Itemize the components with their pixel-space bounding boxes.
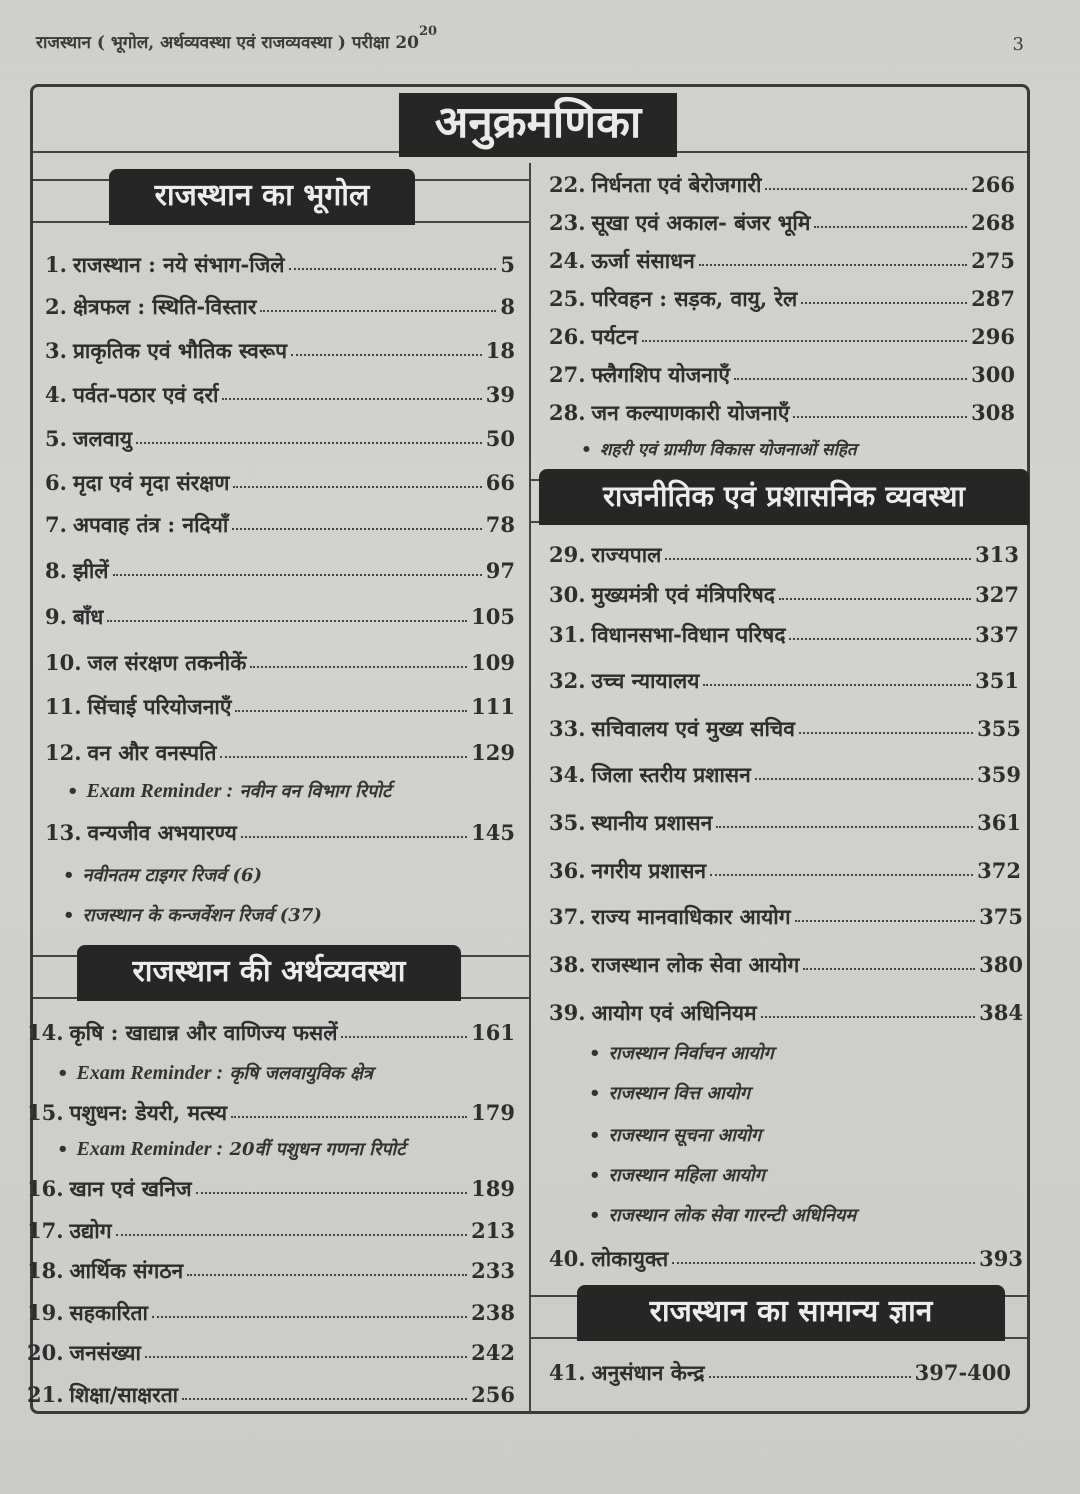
dot-leader: [113, 574, 482, 576]
toc-entry[interactable]: [549, 809, 1021, 837]
dot-leader: [734, 378, 967, 380]
entry-number: 27.: [549, 362, 586, 387]
toc-entry[interactable]: [45, 557, 515, 585]
toc-entry[interactable]: [45, 739, 515, 767]
entry-page: 145: [471, 820, 515, 845]
entry-page: 105: [471, 604, 515, 629]
entry-label: पर्वत-पठार एवं दर्रा: [72, 382, 219, 407]
entry-label: मृदा एवं मृदा संरक्षण: [72, 470, 230, 495]
entry-page: 393: [979, 1246, 1023, 1271]
entry-page: 242: [471, 1340, 515, 1365]
dot-leader: [289, 268, 497, 270]
toc-entry[interactable]: [549, 323, 1015, 351]
bullet-icon: •: [67, 781, 79, 802]
dot-leader: [801, 302, 967, 304]
entry-number: 32.: [549, 668, 586, 693]
dot-leader: [241, 836, 467, 838]
toc-entry[interactable]: [549, 999, 1023, 1027]
entry-label: सूखा एवं अकाल- बंजर भूमि: [591, 210, 811, 235]
entry-number: 4.: [45, 382, 67, 407]
toc-entry[interactable]: [27, 1339, 515, 1367]
entry-label: बाँध: [72, 604, 104, 629]
entry-number: 35.: [549, 810, 586, 835]
dot-leader: [795, 920, 976, 922]
sub-entry-text: शहरी एवं ग्रामीण विकास योजनाओं सहित: [599, 440, 857, 460]
section-header-gk: [531, 1285, 1027, 1341]
toc-entry[interactable]: [45, 381, 515, 409]
entry-number: 19.: [27, 1300, 64, 1325]
toc-entry[interactable]: [45, 693, 515, 721]
bullet-icon: •: [57, 1139, 69, 1160]
entry-number: 18.: [27, 1258, 64, 1283]
entry-number: 25.: [549, 286, 586, 311]
entry-label: उच्च न्यायालय: [591, 668, 700, 693]
entry-number: 33.: [549, 716, 586, 741]
entry-label: जलवायु: [72, 426, 133, 451]
entry-number: 12.: [45, 740, 82, 765]
toc-entry[interactable]: [549, 209, 1015, 237]
entry-number: 31.: [549, 622, 586, 647]
entry-label: पर्यटन: [591, 324, 638, 349]
bullet-icon: •: [589, 1043, 601, 1064]
entry-page: 296: [971, 324, 1015, 349]
entry-page: 66: [485, 470, 515, 495]
toc-entry[interactable]: [45, 603, 515, 631]
entry-number: 34.: [549, 762, 586, 787]
title-band: [33, 87, 1027, 163]
entry-page: 355: [977, 716, 1021, 741]
toc-entry[interactable]: [549, 1245, 1023, 1273]
entry-page: 275: [971, 248, 1015, 273]
dot-leader: [152, 1316, 467, 1318]
dot-leader: [231, 1116, 467, 1118]
sub-entry: [581, 437, 857, 460]
dot-leader: [260, 310, 496, 312]
toc-entry[interactable]: [45, 649, 515, 677]
section-header-polity: [531, 469, 1027, 525]
toc-entry[interactable]: [549, 857, 1021, 885]
entry-page: 308: [971, 400, 1015, 425]
entry-page: 8: [500, 294, 515, 319]
entry-number: 26.: [549, 324, 586, 349]
entry-label: वन और वनस्पति: [87, 740, 217, 765]
dot-leader: [716, 826, 973, 828]
bullet-icon: •: [589, 1165, 601, 1186]
toc-entry[interactable]: [549, 1359, 1011, 1387]
entry-label: निर्धनता एवं बेरोजगारी: [591, 172, 762, 197]
toc-entry[interactable]: [27, 1217, 515, 1245]
entry-label: अनुसंधान केन्द्र: [591, 1360, 705, 1385]
bullet-icon: •: [589, 1205, 601, 1226]
toc-entry[interactable]: [45, 511, 515, 539]
entry-number: 22.: [549, 172, 586, 197]
toc-entry[interactable]: [549, 247, 1015, 275]
sub-entry-text: राजस्थान निर्वाचन आयोग: [608, 1043, 774, 1064]
sub-entry: [57, 1061, 373, 1085]
entry-page: 380: [979, 952, 1023, 977]
toc-entry[interactable]: [27, 1099, 515, 1127]
entry-label: राजस्थान : नये संभाग-जिले: [72, 252, 285, 277]
exam-reminder-label: Exam Reminder :: [76, 1062, 224, 1084]
toc-entry[interactable]: [45, 425, 515, 453]
entry-number: 23.: [549, 210, 586, 235]
sub-entry: [589, 1081, 750, 1105]
left-column: [27, 163, 529, 1411]
right-column: [531, 163, 1027, 1411]
entry-number: 38.: [549, 952, 586, 977]
sub-entry: [589, 1123, 761, 1147]
entry-number: 16.: [27, 1176, 64, 1201]
entry-label: जनसंख्या: [69, 1340, 141, 1365]
dot-leader: [672, 1262, 975, 1264]
entry-page: 359: [977, 762, 1021, 787]
toc-entry[interactable]: [549, 171, 1015, 199]
entry-label: परिवहन : सड़क, वायु, रेल: [591, 286, 798, 311]
sub-entry: [63, 903, 322, 927]
toc-entry[interactable]: [549, 285, 1015, 313]
toc-entry[interactable]: [45, 293, 515, 321]
sub-entry-text: नवीनतम टाइगर रिजर्व (6): [82, 865, 263, 886]
entry-label: क्षेत्रफल : स्थिति-विस्तार: [72, 294, 257, 319]
entry-number: 30.: [549, 582, 586, 607]
entry-page: 129: [471, 740, 515, 765]
entry-label: लोकायुक्त: [591, 1246, 669, 1271]
entry-page: 97: [485, 558, 515, 583]
bullet-icon: •: [589, 1125, 601, 1146]
dot-leader: [341, 1036, 467, 1038]
entry-label: पशुधन: डेयरी, मत्स्य: [69, 1100, 228, 1125]
dot-leader: [665, 558, 971, 560]
sub-entry: [67, 779, 391, 803]
entry-page: 361: [977, 810, 1021, 835]
dot-leader: [250, 666, 467, 668]
entry-page: 189: [471, 1176, 515, 1201]
entry-page: 300: [971, 362, 1015, 387]
sub-entry-text: कृषि जलवायुविक क्षेत्र: [229, 1063, 373, 1084]
entry-page: 327: [975, 582, 1019, 607]
section-header-economy: [33, 945, 529, 1001]
exam-reminder-label: Exam Reminder :: [86, 780, 234, 802]
entry-page: 233: [471, 1258, 515, 1283]
dot-leader: [222, 398, 481, 400]
entry-page: 384: [979, 1000, 1023, 1025]
entry-label: अपवाह तंत्र : नदियाँ: [72, 512, 229, 537]
toc-entry[interactable]: [549, 951, 1023, 979]
dot-leader: [799, 732, 973, 734]
section-header-geography: [33, 169, 529, 225]
entry-number: 1.: [45, 252, 67, 277]
entry-number: 21.: [27, 1382, 64, 1407]
entry-label: जल संरक्षण तकनीकें: [87, 650, 247, 675]
entry-page: 5: [500, 252, 515, 277]
toc-entry[interactable]: [549, 621, 1019, 649]
entry-number: 40.: [549, 1246, 586, 1271]
entry-label: जन कल्याणकारी योजनाएँ: [591, 400, 790, 425]
bullet-icon: •: [589, 1083, 601, 1104]
entry-page: 78: [485, 512, 515, 537]
entry-page: 313: [975, 542, 1019, 567]
entry-page: 372: [977, 858, 1021, 883]
entry-page: 161: [471, 1020, 515, 1045]
toc-entry[interactable]: [45, 337, 515, 365]
entry-page: 266: [971, 172, 1015, 197]
entry-number: 28.: [549, 400, 586, 425]
toc-entry[interactable]: [27, 1299, 515, 1327]
sub-entry: [589, 1163, 765, 1187]
entry-number: 3.: [45, 338, 67, 363]
entry-number: 15.: [27, 1100, 64, 1125]
entry-number: 39.: [549, 1000, 586, 1025]
dot-leader: [803, 968, 975, 970]
sub-entry-text: राजस्थान लोक सेवा गारन्टी अधिनियम: [608, 1205, 857, 1226]
entry-number: 7.: [45, 512, 67, 537]
dot-leader: [755, 778, 973, 780]
toc-entry[interactable]: [549, 715, 1021, 743]
dot-leader: [789, 638, 971, 640]
entry-label: सिंचाई परियोजनाएँ: [87, 694, 232, 719]
exam-reminder-label: Exam Reminder :: [76, 1138, 224, 1160]
toc-entry[interactable]: [549, 361, 1015, 389]
entry-label: आयोग एवं अधिनियम: [591, 1000, 757, 1025]
entry-number: 11.: [45, 694, 82, 719]
toc-entry[interactable]: [549, 903, 1023, 931]
section-title-geography: राजस्थान का भूगोल: [109, 169, 415, 225]
toc-entry[interactable]: [549, 667, 1019, 695]
entry-page: 351: [975, 668, 1019, 693]
bullet-icon: •: [63, 865, 75, 886]
bullet-icon: •: [581, 440, 592, 460]
toc-entry[interactable]: [45, 819, 515, 847]
toc-entry[interactable]: [27, 1257, 515, 1285]
entry-label: प्राकृतिक एवं भौतिक स्वरूप: [72, 338, 288, 363]
toc-entry[interactable]: [549, 581, 1019, 609]
entry-number: 24.: [549, 248, 586, 273]
dot-leader: [107, 620, 467, 622]
toc-entry[interactable]: [27, 1381, 515, 1409]
entry-label: विधानसभा-विधान परिषद: [591, 622, 786, 647]
page-title: अनुक्रमणिका: [399, 93, 677, 157]
entry-number: 36.: [549, 858, 586, 883]
section-title-economy: राजस्थान की अर्थव्यवस्था: [77, 945, 461, 1001]
dot-leader: [761, 1016, 976, 1018]
entry-label: ऊर्जा संसाधन: [591, 248, 695, 273]
dot-leader: [145, 1356, 467, 1358]
entry-page: 397-400: [914, 1360, 1011, 1385]
entry-page: 50: [485, 426, 515, 451]
entry-label: उद्योग: [69, 1218, 112, 1243]
toc-entry[interactable]: [45, 251, 515, 279]
toc-entry[interactable]: [27, 1019, 515, 1047]
entry-label: वन्यजीव अभयारण्य: [87, 820, 237, 845]
entry-label: खान एवं खनिज: [69, 1176, 192, 1201]
entry-number: 20.: [27, 1340, 64, 1365]
entry-number: 9.: [45, 604, 67, 629]
bullet-icon: •: [57, 1063, 69, 1084]
dot-leader: [703, 684, 971, 686]
entry-label: नगरीय प्रशासन: [591, 858, 707, 883]
entry-page: 256: [471, 1382, 515, 1407]
bullet-icon: •: [63, 905, 75, 926]
dot-leader: [793, 416, 967, 418]
entry-page: 268: [971, 210, 1015, 235]
entry-number: 13.: [45, 820, 82, 845]
entry-label: स्थानीय प्रशासन: [591, 810, 713, 835]
entry-label: मुख्यमंत्री एवं मंत्रिपरिषद: [591, 582, 775, 607]
entry-page: 111: [471, 694, 515, 719]
entry-label: शिक्षा/साक्षरता: [69, 1382, 179, 1407]
entry-number: 17.: [27, 1218, 64, 1243]
toc-entry[interactable]: [45, 469, 515, 497]
running-head-year-sup: 20: [419, 24, 438, 40]
entry-label: फ्लैगशिप योजनाएँ: [591, 362, 730, 387]
entry-page: 179: [471, 1100, 515, 1125]
dot-leader: [233, 486, 481, 488]
dot-leader: [187, 1274, 467, 1276]
contents-frame: [27, 84, 1030, 1414]
dot-leader: [220, 756, 467, 758]
entry-number: 37.: [549, 904, 586, 929]
dot-leader: [709, 1376, 911, 1378]
sub-entry: [589, 1203, 856, 1227]
sub-entry-text: राजस्थान के कन्जर्वेशन रिजर्व (37): [82, 905, 322, 926]
entry-page: 18: [485, 338, 515, 363]
toc-entry[interactable]: [27, 1175, 515, 1203]
entry-page: 109: [471, 650, 515, 675]
entry-label: राज्य मानवाधिकार आयोग: [591, 904, 791, 929]
dot-leader: [235, 710, 467, 712]
entry-number: 41.: [549, 1360, 586, 1385]
dot-leader: [136, 442, 482, 444]
running-head-title: राजस्थान ( भूगोल, अर्थव्यवस्था एवं राजव्यवस्था ) परीक्षा 20: [36, 33, 420, 53]
entry-label: राज्यपाल: [591, 542, 662, 567]
dot-leader: [232, 528, 481, 530]
sub-entry: [57, 1137, 405, 1161]
entry-label: जिला स्तरीय प्रशासन: [591, 762, 751, 787]
sub-entry-text: राजस्थान महिला आयोग: [608, 1165, 765, 1186]
entry-number: 6.: [45, 470, 67, 495]
entry-number: 2.: [45, 294, 67, 319]
dot-leader: [765, 188, 967, 190]
dot-leader: [642, 340, 967, 342]
entry-page: 39: [485, 382, 515, 407]
page-number: 3: [1012, 34, 1024, 55]
toc-entry[interactable]: [549, 399, 1015, 427]
dot-leader: [710, 874, 973, 876]
sub-entry-text: राजस्थान सूचना आयोग: [608, 1125, 762, 1146]
entry-label: कृषि : खाद्यान्न और वाणिज्य फसलें: [69, 1020, 338, 1045]
dot-leader: [814, 226, 967, 228]
toc-entry[interactable]: [549, 761, 1021, 789]
entry-label: आर्थिक संगठन: [69, 1258, 184, 1283]
section-title-polity: राजनीतिक एवं प्रशासनिक व्यवस्था: [539, 469, 1029, 525]
entry-number: 5.: [45, 426, 67, 451]
sub-entry: [63, 863, 262, 887]
sub-entry-text: नवीन वन विभाग रिपोर्ट: [239, 781, 392, 802]
sub-entry: [589, 1041, 774, 1065]
dot-leader: [291, 354, 482, 356]
running-head: [36, 24, 438, 53]
entry-number: 10.: [45, 650, 82, 675]
section-title-gk: राजस्थान का सामान्य ज्ञान: [577, 1285, 1005, 1341]
entry-number: 8.: [45, 558, 67, 583]
dot-leader: [779, 598, 971, 600]
dot-leader: [116, 1234, 468, 1236]
dot-leader: [699, 264, 967, 266]
sub-entry-text: राजस्थान वित्त आयोग: [608, 1083, 750, 1104]
sub-entry-text: 20वीं पशुधन गणना रिपोर्ट: [229, 1139, 406, 1160]
entry-label: राजस्थान लोक सेवा आयोग: [591, 952, 800, 977]
dot-leader: [196, 1192, 468, 1194]
entry-page: 337: [975, 622, 1019, 647]
entry-label: झीलें: [72, 558, 109, 583]
entry-label: सहकारिता: [69, 1300, 148, 1325]
dot-leader: [182, 1398, 467, 1400]
entry-page: 238: [471, 1300, 515, 1325]
entry-number: 29.: [549, 542, 586, 567]
entry-label: सचिवालय एवं मुख्य सचिव: [591, 716, 795, 741]
entry-page: 287: [971, 286, 1015, 311]
entry-page: 213: [471, 1218, 515, 1243]
entry-number: 14.: [27, 1020, 64, 1045]
toc-entry[interactable]: [549, 541, 1019, 569]
entry-page: 375: [979, 904, 1023, 929]
